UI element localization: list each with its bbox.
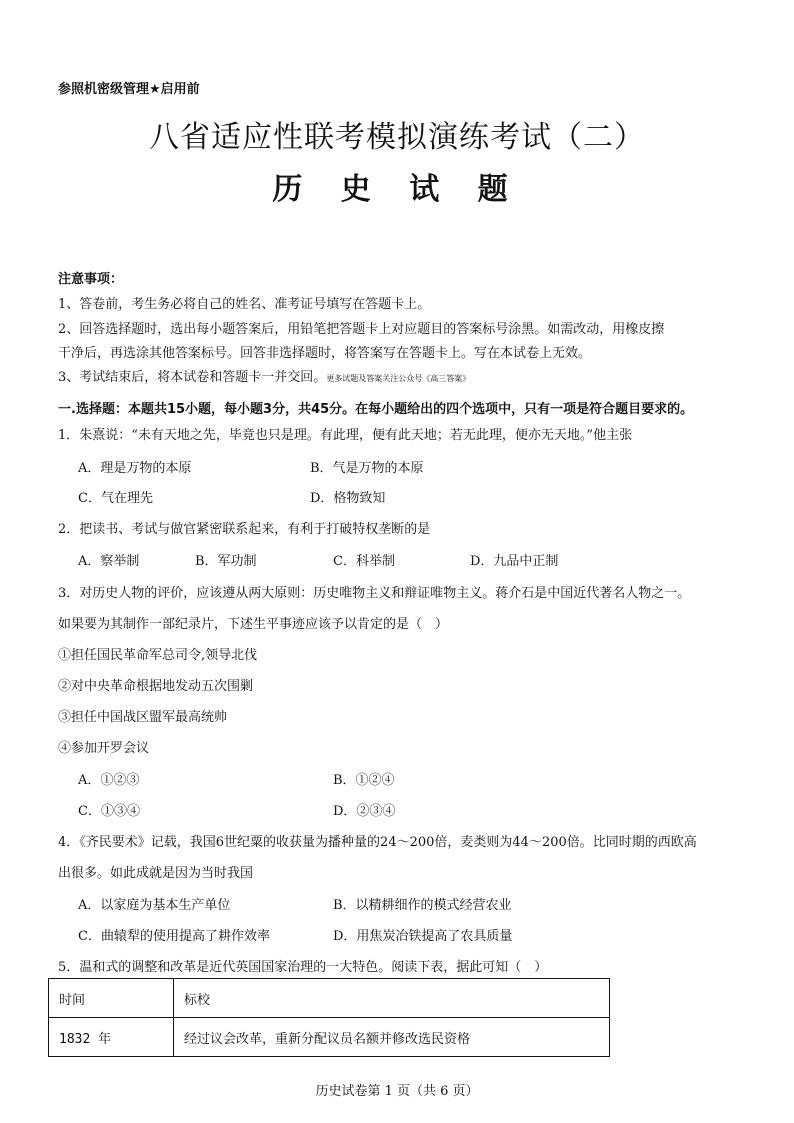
notice-item-1: 1、答卷前，考生务必将自己的姓名、准考证号填写在答题卡上。: [58, 297, 431, 312]
table-row: [49, 1018, 610, 1057]
exam-title: 八省适应性联考模拟演练考试（二）: [149, 120, 645, 155]
notice-small-note: 更多试题及答案关注公众号《高三答案》: [326, 374, 471, 383]
table-header-row: [49, 979, 610, 1018]
q1-stem: 1．朱熹说：“未有天地之先，毕竟也只是理。有此理，便有此天地；若无此理，便亦无天地。”他主张: [58, 428, 633, 443]
notice-heading: 注意事项：: [58, 272, 124, 287]
page-footer: 历史试卷第 1 页（共 6 页）: [315, 1084, 479, 1099]
q3-item-1: ①担任国民革命军总司令,领导北伐: [58, 648, 258, 663]
q3-item-3: ③担任中国战区盟军最高统帅: [58, 710, 228, 725]
q1-option-d: D．格物致知: [310, 491, 386, 506]
q3-item-4: ④参加开罗会议: [58, 741, 150, 756]
q1-option-b: B．气是万物的本原: [310, 461, 424, 476]
table-cell: 经过议会改革，重新分配议员名额并修改选民资格: [174, 1018, 610, 1057]
q3-option-d: D．②③④: [333, 804, 396, 819]
table-cell: 1832 年: [49, 1018, 174, 1057]
section-heading: 一.选择题：本题共15小题，每小题3分，共45分。在每小题给出的四个选项中，只有一项是符合题目要求的。: [58, 402, 694, 417]
q4-stem-2: 出很多。如此成就是因为当时我国: [58, 866, 254, 881]
table-header-cell: 时间: [49, 979, 174, 1018]
q3-stem-2: 如果要为其制作一部纪录片，下述生平事迹应该予以肯定的是（ ）: [58, 617, 449, 632]
q5-stem: 5．温和式的调整和改革是近代英国国家治理的一大特色。阅读下表，据此可知（ ）: [58, 960, 548, 975]
subject-title: 历 史 试 题: [272, 172, 522, 207]
table-header-cell: 标校: [174, 979, 610, 1018]
q5-table: [48, 978, 610, 1057]
q1-option-a: A．理是万物的本原: [78, 461, 192, 476]
q4-option-b: B．以精耕细作的模式经营农业: [333, 898, 512, 913]
q4-option-a: A．以家庭为基本生产单位: [78, 898, 231, 913]
q2-option-d: D．九品中正制: [470, 554, 559, 569]
q2-option-a: A．察举制: [78, 554, 140, 569]
q2-option-b: B．军功制: [195, 554, 257, 569]
q2-option-c: C．科举制: [333, 554, 395, 569]
q4-option-d: D．用焦炭冶铁提高了农具质量: [333, 929, 513, 944]
notice-item-2-cont: 干净后，再选涂其他答案标号。回答非选择题时，将答案写在答题卡上。写在本试卷上无效。: [58, 346, 592, 361]
q3-option-c: C．①③④: [78, 804, 140, 819]
q4-stem-1: 4．《齐民要术》记载，我国6世纪粟的收获量为播种量的24～200倍，麦类则为44～200倍。比同时期的西欧高: [58, 835, 697, 850]
q3-option-b: B．①②④: [333, 773, 395, 788]
q3-item-2: ②对中央革命根据地发动五次围剿: [58, 679, 254, 694]
q3-option-a: A．①②③: [78, 773, 140, 788]
q2-stem: 2．把读书、考试与做官紧密联系起来，有利于打破特权垄断的是: [58, 522, 431, 537]
notice-item-3-text: 3、考试结束后，将本试卷和答题卡一并交回。: [58, 370, 327, 385]
secret-mark: 参照机密级管理★启用前: [58, 82, 200, 97]
q4-option-c: C．曲辕犁的使用提高了耕作效率: [78, 929, 270, 944]
q1-option-c: C．气在理先: [78, 491, 153, 506]
q3-stem-1: 3．对历史人物的评价，应该遵从两大原则：历史唯物主义和辩证唯物主义。蒋介石是中国近代著名人物之一。: [58, 586, 691, 601]
notice-item-2: 2、回答选择题时，选出每小题答案后，用铅笔把答题卡上对应题目的答案标号涂黑。如需改动，用橡皮擦: [58, 322, 665, 337]
notice-item-3: [58, 366, 470, 385]
